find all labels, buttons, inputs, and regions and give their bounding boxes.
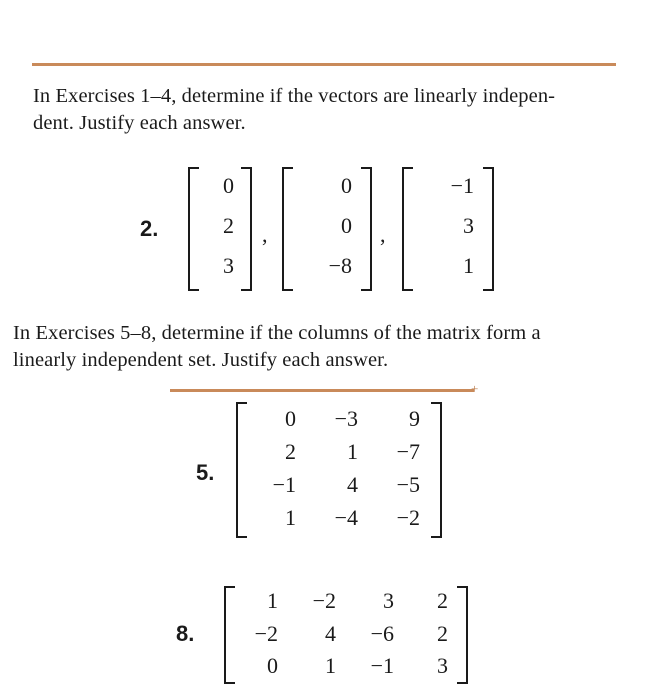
matrix-entry: 0 (267, 653, 278, 678)
matrix-entry: 3 (437, 653, 448, 678)
matrix-entry: 3 (383, 588, 394, 613)
exercise-8-label: 8. (176, 621, 195, 646)
right-bracket (483, 167, 494, 291)
right-bracket (241, 167, 252, 291)
section-2-instructions (13, 320, 541, 374)
vector-entry: 3 (463, 213, 474, 238)
instruction-line: In Exercises 5–8, determine if the columns of the matrix form a (13, 322, 541, 344)
vector-entry: 0 (341, 213, 352, 238)
exercise-5-matrix (236, 402, 442, 538)
matrix-entry: 2 (285, 439, 296, 464)
matrix-entry: 1 (347, 439, 358, 464)
matrix-entry: 9 (409, 406, 420, 431)
right-bracket (431, 402, 442, 538)
vector-entry: 1 (463, 253, 474, 278)
left-bracket (188, 167, 199, 291)
exercise-8-matrix (224, 586, 468, 684)
exercise-2-label: 2. (140, 216, 159, 241)
vector-entry: −1 (450, 173, 474, 198)
matrix-entry: −6 (370, 621, 394, 646)
left-bracket (402, 167, 413, 291)
instruction-line: linearly independent set. Justify each answer. (13, 349, 389, 371)
matrix-entry: 2 (437, 588, 448, 613)
matrix-entry: 1 (285, 505, 296, 530)
matrix-entry: 2 (437, 621, 448, 646)
matrix-entry: 1 (325, 653, 336, 678)
matrix-entry: 4 (347, 472, 358, 497)
matrix-entry: −7 (396, 439, 420, 464)
vector-entry: 0 (341, 173, 352, 198)
matrix-entry: 4 (325, 621, 336, 646)
instruction-line: In Exercises 1–4, determine if the vectors are linearly indepen- (33, 85, 556, 107)
vector-separator: , (380, 222, 386, 247)
matrix-entry: 1 (267, 588, 278, 613)
right-bracket (361, 167, 372, 291)
matrix-entry: −2 (312, 588, 336, 613)
vector-entry: 3 (223, 253, 234, 278)
exercise-2-vector-3 (402, 167, 494, 291)
exercise-2-vector-2 (282, 167, 372, 291)
matrix-entry: −3 (334, 406, 358, 431)
left-bracket (282, 167, 293, 291)
matrix-entry: −2 (254, 621, 278, 646)
vector-entry: 0 (223, 173, 234, 198)
matrix-entry: −2 (396, 505, 420, 530)
middle-divider (170, 389, 474, 392)
matrix-entry: −1 (370, 653, 394, 678)
left-bracket (224, 586, 235, 684)
top-divider (32, 63, 616, 66)
vector-entry: −8 (328, 253, 352, 278)
matrix-entry: −1 (272, 472, 296, 497)
exercise-5-label: 5. (196, 460, 215, 485)
left-bracket (236, 402, 247, 538)
matrix-entry: −4 (334, 505, 358, 530)
right-bracket (457, 586, 468, 684)
matrix-entry: 0 (285, 406, 296, 431)
vector-separator: , (262, 222, 268, 247)
rule-end-mark: + (471, 381, 479, 396)
exercise-2-vector-1 (188, 167, 252, 291)
instruction-line: dent. Justify each answer. (33, 112, 246, 134)
vector-entry: 2 (223, 213, 234, 238)
section-1-instructions (33, 83, 555, 137)
matrix-entry: −5 (396, 472, 420, 497)
